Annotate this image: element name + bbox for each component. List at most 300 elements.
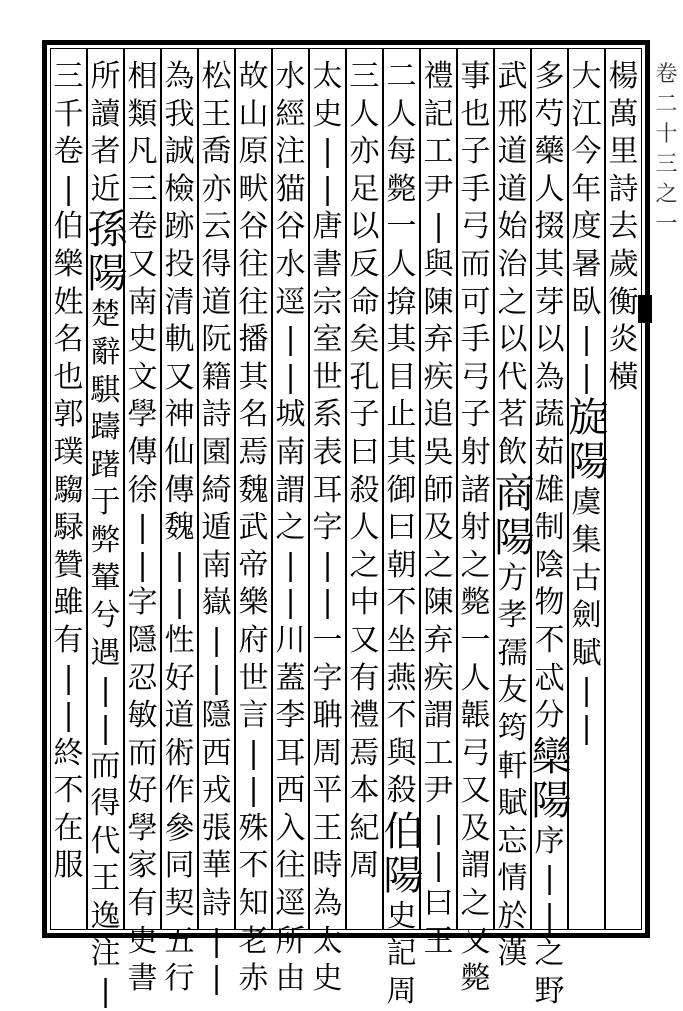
glyph: 畎 bbox=[238, 171, 269, 207]
glyph: 之 bbox=[349, 547, 380, 583]
glyph: 邢 bbox=[497, 96, 528, 132]
glyph: 武 bbox=[238, 510, 269, 546]
glyph: 故 bbox=[238, 59, 269, 94]
glyph: 其 bbox=[534, 246, 565, 282]
glyph: 五 bbox=[164, 923, 195, 959]
margin-char: 三 bbox=[655, 152, 678, 177]
glyph: 騶 bbox=[53, 472, 84, 508]
glyph: | bbox=[248, 735, 259, 771]
glyph: 服 bbox=[53, 848, 84, 884]
glyph: 王 bbox=[201, 96, 232, 132]
glyph: 飲 bbox=[497, 434, 528, 470]
text-column bbox=[161, 58, 198, 998]
glyph: 武 bbox=[497, 59, 528, 94]
glyph: 為 bbox=[312, 886, 343, 922]
glyph: 商 bbox=[494, 470, 535, 517]
glyph: 原 bbox=[238, 134, 269, 170]
glyph: 弊 bbox=[90, 522, 121, 558]
glyph: 史 bbox=[127, 322, 158, 358]
glyph: 弓 bbox=[460, 209, 491, 245]
glyph: 之 bbox=[497, 284, 528, 320]
glyph: 又 bbox=[460, 923, 491, 959]
glyph: 蓋 bbox=[275, 660, 306, 696]
glyph: 炎 bbox=[608, 322, 639, 358]
text-column bbox=[124, 58, 161, 998]
glyph: 所 bbox=[90, 59, 121, 94]
glyph: 芍 bbox=[534, 96, 565, 132]
glyph: 以 bbox=[497, 322, 528, 358]
glyph: 孫 bbox=[87, 207, 128, 254]
glyph: | bbox=[433, 810, 444, 846]
glyph: 諸 bbox=[460, 472, 491, 508]
glyph: 太 bbox=[312, 59, 343, 94]
glyph: 人 bbox=[349, 510, 380, 546]
glyph: 年 bbox=[571, 171, 602, 207]
glyph: 衡 bbox=[608, 284, 639, 320]
glyph: | bbox=[544, 861, 555, 897]
glyph: 芽 bbox=[534, 284, 565, 320]
glyph: 亦 bbox=[349, 134, 380, 170]
glyph: 今 bbox=[571, 134, 602, 170]
glyph: 我 bbox=[164, 96, 195, 132]
glyph: 二 bbox=[386, 59, 417, 94]
glyph: 謂 bbox=[460, 848, 491, 884]
glyph: 經 bbox=[275, 96, 306, 132]
glyph: 注 bbox=[275, 134, 306, 170]
glyph: 師 bbox=[423, 472, 454, 508]
glyph: | bbox=[322, 585, 333, 621]
glyph: 同 bbox=[164, 848, 195, 884]
glyph: 帝 bbox=[238, 547, 269, 583]
glyph: 楊 bbox=[608, 59, 639, 94]
glyph: 終 bbox=[53, 735, 84, 771]
glyph: 雖 bbox=[53, 585, 84, 621]
glyph: 陳 bbox=[423, 284, 454, 320]
glyph: 躊 bbox=[90, 410, 121, 446]
glyph: 及 bbox=[423, 510, 454, 546]
glyph: 文 bbox=[127, 359, 158, 395]
glyph: 古 bbox=[571, 560, 602, 596]
glyph: 射 bbox=[460, 510, 491, 546]
glyph: 序 bbox=[534, 823, 565, 859]
glyph: 輦 bbox=[90, 560, 121, 596]
glyph: 字 bbox=[127, 585, 158, 621]
glyph: 西 bbox=[275, 773, 306, 809]
glyph: 王 bbox=[90, 861, 121, 897]
glyph: 李 bbox=[275, 698, 306, 734]
glyph: 嶽 bbox=[201, 585, 232, 621]
glyph: 中 bbox=[349, 585, 380, 621]
glyph: 史 bbox=[312, 96, 343, 132]
glyph: 隱 bbox=[127, 622, 158, 658]
glyph: 工 bbox=[423, 134, 454, 170]
glyph: 世 bbox=[312, 359, 343, 395]
text-column bbox=[457, 58, 494, 998]
glyph: 入 bbox=[275, 810, 306, 846]
glyph: 工 bbox=[423, 735, 454, 771]
glyph: 園 bbox=[201, 434, 232, 470]
text-column bbox=[383, 58, 424, 1011]
glyph: | bbox=[100, 710, 111, 746]
glyph: 忘 bbox=[497, 823, 528, 859]
glyph: 府 bbox=[238, 622, 269, 658]
glyph: 張 bbox=[201, 810, 232, 846]
glyph: 卷 bbox=[127, 209, 158, 245]
glyph: | bbox=[433, 209, 444, 245]
glyph: 人 bbox=[349, 96, 380, 132]
glyph: 分 bbox=[534, 698, 565, 734]
glyph: | bbox=[211, 660, 222, 696]
glyph: 陳 bbox=[423, 585, 454, 621]
glyph: 注 bbox=[90, 936, 121, 972]
glyph: 為 bbox=[164, 59, 195, 94]
glyph: | bbox=[211, 923, 222, 959]
glyph: 臥 bbox=[571, 284, 602, 320]
glyph: 亦 bbox=[201, 171, 232, 207]
glyph: 史 bbox=[312, 961, 343, 997]
glyph: 騄 bbox=[53, 510, 84, 546]
glyph: | bbox=[285, 322, 296, 358]
glyph: 云 bbox=[201, 209, 232, 245]
glyph: 賦 bbox=[571, 635, 602, 671]
glyph: 谷 bbox=[238, 209, 269, 245]
glyph: 赤 bbox=[238, 961, 269, 997]
glyph: 喬 bbox=[201, 134, 232, 170]
glyph: 手 bbox=[460, 171, 491, 207]
glyph: 不 bbox=[53, 773, 84, 809]
glyph: 有 bbox=[127, 886, 158, 922]
glyph: 雄 bbox=[534, 472, 565, 508]
glyph: 水 bbox=[275, 246, 306, 282]
glyph: 南 bbox=[201, 547, 232, 583]
glyph: | bbox=[433, 848, 444, 884]
glyph: 謂 bbox=[275, 472, 306, 508]
glyph: 道 bbox=[164, 698, 195, 734]
glyph: 系 bbox=[312, 397, 343, 433]
glyph: 又 bbox=[349, 622, 380, 658]
glyph: 又 bbox=[127, 246, 158, 282]
glyph: 不 bbox=[386, 698, 417, 734]
glyph: 西 bbox=[201, 735, 232, 771]
glyph: 姓 bbox=[53, 284, 84, 320]
glyph: | bbox=[581, 710, 592, 746]
glyph: 陽 bbox=[87, 251, 128, 298]
glyph: 大 bbox=[571, 59, 602, 94]
glyph: 人 bbox=[460, 660, 491, 696]
glyph: 不 bbox=[386, 585, 417, 621]
glyph: 道 bbox=[497, 171, 528, 207]
glyph: 其 bbox=[238, 359, 269, 395]
glyph: 史 bbox=[127, 923, 158, 959]
glyph: 于 bbox=[90, 485, 121, 521]
text-column bbox=[309, 58, 346, 998]
glyph: 南 bbox=[275, 434, 306, 470]
glyph: 殺 bbox=[386, 773, 417, 809]
glyph: 神 bbox=[164, 397, 195, 433]
glyph: 城 bbox=[275, 397, 306, 433]
glyph: 代 bbox=[497, 359, 528, 395]
glyph: | bbox=[544, 898, 555, 934]
glyph: 藥 bbox=[534, 134, 565, 170]
glyph: 茹 bbox=[534, 434, 565, 470]
glyph: 制 bbox=[534, 510, 565, 546]
glyph: 樂 bbox=[238, 585, 269, 621]
glyph: 參 bbox=[164, 810, 195, 846]
glyph: 類 bbox=[127, 96, 158, 132]
glyph: 也 bbox=[460, 96, 491, 132]
glyph: 御 bbox=[386, 472, 417, 508]
glyph: 江 bbox=[571, 96, 602, 132]
glyph: | bbox=[285, 547, 296, 583]
glyph: 老 bbox=[238, 923, 269, 959]
glyph: 虞 bbox=[571, 485, 602, 521]
glyph: 投 bbox=[164, 246, 195, 282]
glyph: 陽 bbox=[383, 852, 424, 899]
glyph: 每 bbox=[386, 134, 417, 170]
glyph: 忒 bbox=[534, 660, 565, 696]
glyph: 也 bbox=[53, 359, 84, 395]
glyph: 射 bbox=[460, 434, 491, 470]
glyph: 契 bbox=[164, 886, 195, 922]
glyph: 遁 bbox=[201, 510, 232, 546]
glyph: 筠 bbox=[497, 710, 528, 746]
glyph: 焉 bbox=[349, 735, 380, 771]
glyph: 遇 bbox=[90, 635, 121, 671]
glyph: 曰 bbox=[349, 434, 380, 470]
glyph: | bbox=[322, 547, 333, 583]
glyph: 好 bbox=[164, 660, 195, 696]
text-column bbox=[494, 58, 535, 973]
glyph: 贊 bbox=[53, 547, 84, 583]
glyph: 去 bbox=[608, 209, 639, 245]
glyph: 命 bbox=[349, 284, 380, 320]
glyph: 郭 bbox=[53, 397, 84, 433]
glyph: 所 bbox=[275, 923, 306, 959]
glyph: 止 bbox=[386, 397, 417, 433]
glyph: 一 bbox=[312, 622, 343, 658]
glyph: 逸 bbox=[90, 898, 121, 934]
glyph: 追 bbox=[423, 397, 454, 433]
glyph: 之 bbox=[534, 936, 565, 972]
glyph: 之 bbox=[460, 886, 491, 922]
glyph: 陰 bbox=[534, 547, 565, 583]
glyph: 書 bbox=[127, 961, 158, 997]
glyph: 周 bbox=[349, 848, 380, 884]
glyph: 事 bbox=[460, 59, 491, 94]
glyph: 軌 bbox=[164, 322, 195, 358]
glyph: 讀 bbox=[90, 96, 121, 132]
glyph: 其 bbox=[386, 434, 417, 470]
glyph: 聃 bbox=[312, 698, 343, 734]
glyph: | bbox=[581, 322, 592, 358]
glyph: 又 bbox=[164, 359, 195, 395]
glyph: 三 bbox=[127, 171, 158, 207]
glyph: 三 bbox=[349, 59, 380, 94]
glyph: 凡 bbox=[127, 134, 158, 170]
glyph: 記 bbox=[423, 96, 454, 132]
glyph: 猫 bbox=[275, 171, 306, 207]
glyph: | bbox=[137, 510, 148, 546]
glyph: 野 bbox=[534, 974, 565, 1010]
glyph: 禮 bbox=[423, 59, 454, 94]
margin-char: 一 bbox=[655, 212, 678, 237]
glyph: 傳 bbox=[164, 472, 195, 508]
glyph: 時 bbox=[312, 848, 343, 884]
margin-char: 二 bbox=[655, 92, 678, 117]
glyph: 阮 bbox=[201, 322, 232, 358]
glyph: 傳 bbox=[127, 434, 158, 470]
glyph: 華 bbox=[201, 848, 232, 884]
glyph: 可 bbox=[460, 284, 491, 320]
glyph: 里 bbox=[608, 134, 639, 170]
glyph: 術 bbox=[164, 735, 195, 771]
glyph: 人 bbox=[386, 246, 417, 282]
glyph: 劍 bbox=[571, 598, 602, 634]
glyph: 本 bbox=[349, 773, 380, 809]
glyph: 子 bbox=[460, 397, 491, 433]
glyph: | bbox=[174, 547, 185, 583]
glyph: 而 bbox=[460, 246, 491, 282]
glyph: 綺 bbox=[201, 472, 232, 508]
glyph: 由 bbox=[275, 961, 306, 997]
glyph: 暑 bbox=[571, 246, 602, 282]
glyph: 坐 bbox=[386, 622, 417, 658]
margin-char: 之 bbox=[655, 182, 678, 207]
glyph: 騏 bbox=[90, 372, 121, 408]
glyph: | bbox=[248, 773, 259, 809]
glyph: 室 bbox=[312, 322, 343, 358]
text-column bbox=[198, 58, 235, 998]
glyph: 得 bbox=[201, 246, 232, 282]
glyph: 韔 bbox=[460, 698, 491, 734]
glyph: 伯 bbox=[53, 209, 84, 245]
glyph: | bbox=[63, 698, 74, 734]
glyph: 殊 bbox=[238, 810, 269, 846]
glyph: 誠 bbox=[164, 134, 195, 170]
glyph: 子 bbox=[460, 134, 491, 170]
glyph: 與 bbox=[423, 246, 454, 282]
glyph: 曰 bbox=[423, 886, 454, 922]
glyph: 孔 bbox=[349, 359, 380, 395]
glyph: 治 bbox=[497, 246, 528, 282]
glyph: 欒 bbox=[531, 733, 572, 780]
glyph: 反 bbox=[349, 246, 380, 282]
text-column bbox=[272, 58, 309, 998]
glyph: 弃 bbox=[423, 622, 454, 658]
glyph: | bbox=[581, 673, 592, 709]
glyph: 耳 bbox=[312, 472, 343, 508]
glyph: 陽 bbox=[531, 777, 572, 824]
glyph: 弓 bbox=[460, 359, 491, 395]
text-column bbox=[531, 58, 572, 1011]
glyph: 禮 bbox=[349, 698, 380, 734]
glyph: 弃 bbox=[423, 322, 454, 358]
glyph: 其 bbox=[386, 322, 417, 358]
glyph: 為 bbox=[534, 359, 565, 395]
glyph: | bbox=[100, 673, 111, 709]
glyph: 作 bbox=[164, 773, 195, 809]
glyph: 楚 bbox=[90, 297, 121, 333]
glyph: 往 bbox=[238, 284, 269, 320]
glyph: 字 bbox=[312, 510, 343, 546]
glyph: 川 bbox=[275, 622, 306, 658]
glyph: 在 bbox=[53, 810, 84, 846]
glyph: 焉 bbox=[238, 434, 269, 470]
glyph: 以 bbox=[534, 322, 565, 358]
glyph: 斃 bbox=[460, 585, 491, 621]
glyph: 孝 bbox=[497, 598, 528, 634]
glyph: 耳 bbox=[275, 735, 306, 771]
text-column bbox=[50, 58, 87, 885]
glyph: 物 bbox=[534, 585, 565, 621]
text-column bbox=[235, 58, 272, 998]
glyph: 相 bbox=[127, 59, 158, 94]
glyph: 不 bbox=[238, 848, 269, 884]
glyph: 王 bbox=[312, 810, 343, 846]
glyph: 斃 bbox=[460, 961, 491, 997]
glyph: 播 bbox=[238, 322, 269, 358]
glyph: 代 bbox=[90, 823, 121, 859]
glyph: 記 bbox=[386, 936, 417, 972]
glyph: 橫 bbox=[608, 359, 639, 395]
margin-chapter-label bbox=[650, 60, 683, 240]
glyph: 跡 bbox=[164, 209, 195, 245]
glyph: 王 bbox=[423, 923, 454, 959]
glyph: 伯 bbox=[383, 808, 424, 855]
glyph: 知 bbox=[238, 886, 269, 922]
glyph: 與 bbox=[386, 735, 417, 771]
glyph: 之 bbox=[423, 547, 454, 583]
glyph: 紀 bbox=[349, 810, 380, 846]
glyph: 及 bbox=[460, 810, 491, 846]
glyph: 仙 bbox=[164, 434, 195, 470]
glyph: 戎 bbox=[201, 773, 232, 809]
glyph: 又 bbox=[460, 773, 491, 809]
glyph: 手 bbox=[460, 322, 491, 358]
glyph: | bbox=[137, 547, 148, 583]
glyph: 度 bbox=[571, 209, 602, 245]
glyph: 之 bbox=[460, 547, 491, 583]
glyph: 躇 bbox=[90, 447, 121, 483]
glyph: | bbox=[100, 974, 111, 1010]
glyph: | bbox=[211, 622, 222, 658]
glyph: 始 bbox=[497, 209, 528, 245]
glyph: 詩 bbox=[608, 171, 639, 207]
glyph: 殺 bbox=[349, 472, 380, 508]
glyph: 陽 bbox=[568, 439, 609, 486]
glyph: 漢 bbox=[497, 936, 528, 972]
glyph: 者 bbox=[90, 134, 121, 170]
glyph: 朝 bbox=[386, 547, 417, 583]
glyph: 情 bbox=[497, 861, 528, 897]
glyph: 往 bbox=[238, 246, 269, 282]
glyph: 曰 bbox=[386, 510, 417, 546]
glyph: 檢 bbox=[164, 171, 195, 207]
glyph: 隱 bbox=[201, 698, 232, 734]
glyph: 足 bbox=[349, 171, 380, 207]
glyph: | bbox=[581, 359, 592, 395]
glyph: 而 bbox=[127, 735, 158, 771]
glyph: 道 bbox=[497, 134, 528, 170]
glyph: 詩 bbox=[201, 397, 232, 433]
glyph: 辭 bbox=[90, 334, 121, 370]
glyph: 兮 bbox=[90, 598, 121, 634]
glyph: 魏 bbox=[238, 472, 269, 508]
text-column bbox=[568, 58, 609, 748]
glyph: 一 bbox=[460, 622, 491, 658]
glyph: 蔬 bbox=[534, 397, 565, 433]
glyph: 往 bbox=[275, 848, 306, 884]
